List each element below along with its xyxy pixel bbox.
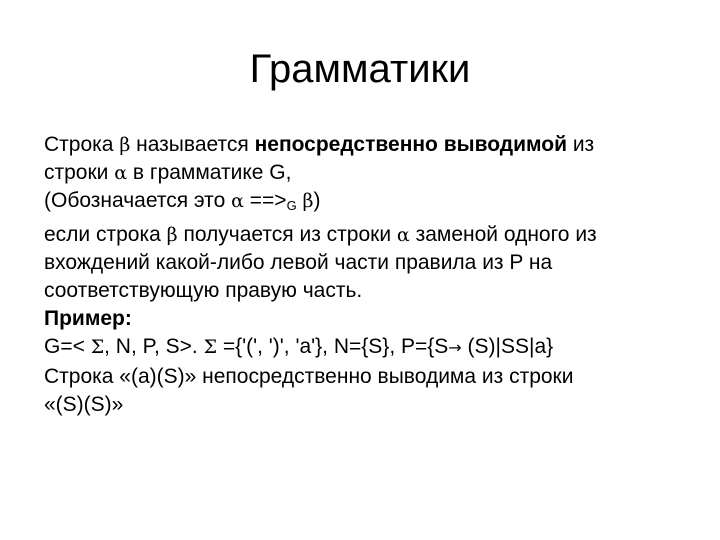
beta-symbol: β <box>166 223 178 246</box>
text: (S)|SS|a} <box>461 335 554 359</box>
body-line-4 <box>44 221 694 249</box>
text: ==> <box>243 189 287 213</box>
arrow-icon: → <box>448 338 462 358</box>
body-line-6: соответствующую правую часть. <box>44 279 363 303</box>
text: ) <box>313 189 321 213</box>
example-heading: Пример: <box>44 307 132 331</box>
text: если строка <box>44 222 167 246</box>
text: (Обозначается это <box>44 189 232 213</box>
text: называется <box>130 133 255 156</box>
text: заменой одного из <box>409 222 597 246</box>
body-line-8 <box>44 333 694 362</box>
bold-term: непосредственно выводимой <box>254 133 567 156</box>
sigma-symbol: Σ <box>90 336 105 359</box>
example-label <box>44 305 694 333</box>
beta-symbol: β <box>119 134 131 156</box>
text: из <box>566 133 595 156</box>
sigma-symbol: Σ <box>203 336 217 359</box>
slide-title: Грамматики <box>249 47 471 91</box>
text: строки <box>44 161 115 185</box>
alpha-symbol: α <box>231 190 244 213</box>
text: ={'(', ')', 'a'}, N={S}, P={S <box>217 335 449 359</box>
text: получается из строки <box>177 222 397 246</box>
text: Строка <box>44 133 120 156</box>
body-line-2 <box>44 159 694 187</box>
body-line-1 <box>44 131 694 159</box>
alpha-symbol: α <box>114 162 128 185</box>
subscript-g: G <box>286 198 297 214</box>
text: в грамматике G, <box>127 161 292 185</box>
body-line-3 <box>44 187 694 220</box>
text: G=< <box>44 335 91 359</box>
body-line-10: «(S)(S)» <box>44 392 124 416</box>
body-line-9: Строка «(a)(S)» непосредственно выводима из строки <box>44 364 574 388</box>
text: , N, P, S>. <box>104 335 204 359</box>
beta-symbol: β <box>302 190 314 213</box>
body-line-5: вхождений какой-либо левой части правила из P на <box>44 250 553 274</box>
alpha-symbol: α <box>396 223 410 246</box>
slide-body <box>44 131 694 419</box>
